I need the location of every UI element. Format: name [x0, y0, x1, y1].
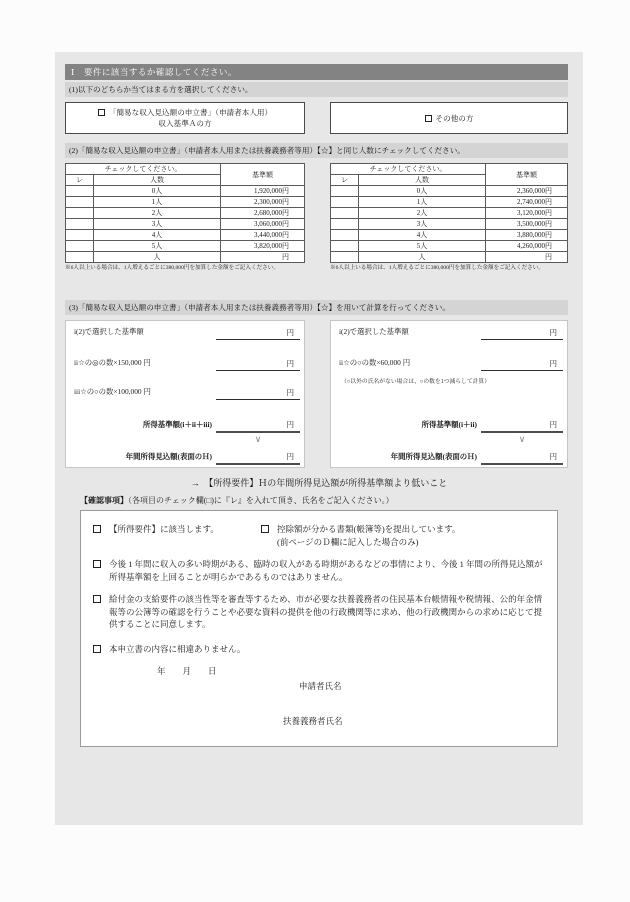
amount-cell: 3,060,000円	[221, 219, 305, 230]
annual-income-estimate-label: 年間所得見込額(表面のＨ)	[390, 452, 477, 461]
calc-box-applicant	[65, 320, 305, 468]
table-row	[66, 197, 305, 208]
amount-cell[interactable]: 円	[486, 252, 568, 263]
unit-label: 円	[549, 328, 557, 337]
amount-header: 基準額	[221, 164, 305, 186]
check-cell[interactable]	[66, 208, 94, 219]
amount-input-line[interactable]	[216, 420, 300, 433]
confirmation-item-consent	[93, 593, 543, 631]
amount-input-line[interactable]	[216, 452, 300, 465]
option-box-income-standard-a[interactable]	[65, 102, 305, 134]
table-row	[331, 230, 568, 241]
check-cell[interactable]	[66, 230, 94, 241]
income-standard-total-label: 所得基準額(i＋ii＋iii)	[143, 420, 212, 429]
less-than-symbol: ∨	[254, 434, 262, 444]
mark-header: レ	[66, 175, 94, 186]
checkbox-icon[interactable]	[93, 595, 101, 603]
check-cell[interactable]	[66, 219, 94, 230]
option-box-other[interactable]	[330, 102, 568, 134]
confirmation-title: 【確認事項】	[80, 496, 128, 505]
confirmation-item-accuracy-label: 本申立書の内容に相違ありません。	[109, 643, 246, 654]
calc-i-label: i(2)で選択した基準額	[74, 327, 144, 336]
calc-ii-label: ii☆の◎の数×150,000 円	[74, 358, 151, 367]
table-footnote: ※6人以上いる場合は、1人増えるごとに380,000円を加算した金額をご記入ください。	[65, 265, 279, 271]
checkbox-icon[interactable]	[98, 109, 105, 116]
instruction-q2: (2)「簡易な収入見込額の申立書」（申請者本人用または扶養義務者等用）【☆】と同じ人数にチェックしてください。	[65, 143, 568, 158]
mark-header: レ	[331, 175, 359, 186]
unit-label: 円	[286, 420, 294, 429]
count-cell: 3人	[359, 219, 486, 230]
checkbox-icon[interactable]	[425, 115, 432, 122]
confirmation-item-no-excess	[93, 558, 543, 583]
amount-cell: 3,120,000円	[486, 208, 568, 219]
table-row	[331, 208, 568, 219]
instruction-q3: (3)「簡易な収入見込額の申立書」（申請者本人用または扶養義務者等用）【☆】を用いて計算を行ってください。	[65, 300, 568, 315]
amount-cell[interactable]: 円	[221, 252, 305, 263]
check-cell[interactable]	[331, 230, 359, 241]
unit-label: 円	[549, 359, 557, 368]
count-header: 人数	[359, 175, 486, 186]
dependent-name-field[interactable]: 扶養義務者氏名	[283, 716, 343, 726]
confirmation-item-consent-label: 給付金の支給要件の該当性等を審査等するため、市が必要な扶養義務者の住民基本台帳情報や税情報、公的年金情報等の公簿等の確認を行うことや必要な資料の提供を他の行政機関等に求め、他の行政機関からの求めに応じて提供することに同意します。	[109, 594, 543, 629]
count-cell: 0人	[359, 186, 486, 197]
table-row	[66, 208, 305, 219]
checkbox-icon[interactable]	[93, 645, 101, 653]
option-a-label-line1: 「簡易な収入見込額の申立書」（申請者本人用）	[108, 108, 273, 117]
confirmation-box	[80, 510, 558, 747]
amount-input-line[interactable]	[216, 387, 300, 400]
section-1-header: Ⅰ 要件に該当するか確認してください。	[65, 64, 568, 80]
table-footnote: ※6人以上いる場合は、1人増えるごとに380,000円を加算した金額をご記入ください。	[330, 265, 544, 271]
amount-input-line[interactable]	[216, 327, 300, 340]
amount-cell: 3,820,000円	[221, 241, 305, 252]
annual-income-estimate-label: 年間所得見込額(表面のＨ)	[125, 452, 212, 461]
table-row	[66, 186, 305, 197]
amount-cell: 3,440,000円	[221, 230, 305, 241]
amount-header: 基準額	[486, 164, 568, 186]
unit-label: 円	[549, 452, 557, 461]
check-header: チェックしてください。	[331, 164, 486, 175]
standard-amount-table-left	[65, 163, 305, 272]
count-cell: 1人	[359, 197, 486, 208]
count-cell: 2人	[94, 208, 221, 219]
unit-label: 円	[549, 420, 557, 429]
check-cell[interactable]	[66, 186, 94, 197]
table-row	[66, 241, 305, 252]
table-row	[331, 197, 568, 208]
table-row	[66, 219, 305, 230]
count-cell: 4人	[359, 230, 486, 241]
amount-input-line[interactable]	[481, 358, 563, 371]
amount-cell: 2,680,000円	[221, 208, 305, 219]
count-cell[interactable]: 人	[94, 252, 221, 263]
check-cell[interactable]	[331, 186, 359, 197]
count-cell: 5人	[94, 241, 221, 252]
confirmation-heading	[80, 495, 394, 506]
check-header: チェックしてください。	[66, 164, 221, 175]
count-cell: 2人	[359, 208, 486, 219]
table-row	[331, 241, 568, 252]
amount-cell: 2,740,000円	[486, 197, 568, 208]
calc-iii-label: iii☆の○の数×100,000 円	[74, 387, 151, 396]
income-standard-total-label: 所得基準額(i＋ii)	[421, 420, 477, 429]
check-cell[interactable]	[66, 197, 94, 208]
confirmation-item-documents-note: (前ページのＤ欄に記入した場合のみ)	[277, 536, 419, 547]
amount-input-line[interactable]	[481, 327, 563, 340]
unit-label: 円	[286, 388, 294, 397]
amount-input-line[interactable]	[481, 452, 563, 465]
confirmation-item-income-label: 【所得要件】に該当します。	[109, 524, 219, 534]
check-cell[interactable]	[66, 252, 94, 263]
confirmation-item-documents-label: 控除額が分かる書類(帳簿等)を提出しています。	[277, 524, 461, 534]
count-header: 人数	[94, 175, 221, 186]
table-row	[331, 219, 568, 230]
table-row	[66, 252, 305, 263]
count-cell: 4人	[94, 230, 221, 241]
instruction-q1: (1)以下のどちらか当てはまる方を選択してください。	[65, 82, 568, 97]
calc-i-label: i(2)で選択した基準額	[339, 327, 409, 336]
table-row	[66, 230, 305, 241]
confirmation-item-accuracy	[93, 643, 543, 656]
calc-note: （○以外の氏名がない場合は、○の数を1つ減らして計算）	[341, 379, 491, 385]
income-requirement-note: → 【所得要件】Ｈの年間所得見込額が所得基準額より低いこと	[190, 478, 448, 488]
amount-cell: 2,360,000円	[486, 186, 568, 197]
confirmation-item-documents	[261, 523, 460, 548]
checkbox-icon[interactable]	[93, 525, 101, 533]
count-cell[interactable]: 人	[359, 252, 486, 263]
amount-cell: 2,300,000円	[221, 197, 305, 208]
amount-cell: 1,920,000円	[221, 186, 305, 197]
table-row	[331, 186, 568, 197]
count-cell: 0人	[94, 186, 221, 197]
check-cell[interactable]	[331, 197, 359, 208]
less-than-symbol: ∨	[518, 434, 526, 444]
amount-cell: 3,880,000円	[486, 230, 568, 241]
count-cell: 5人	[359, 241, 486, 252]
amount-input-line[interactable]	[216, 358, 300, 371]
date-field[interactable]: 年 月 日	[157, 666, 217, 676]
unit-label: 円	[286, 328, 294, 337]
standard-amount-table-right	[330, 163, 568, 272]
count-cell: 3人	[94, 219, 221, 230]
confirmation-item-no-excess-label: 今後 1 年間に収入の多い時期がある、臨時の収入がある時期があるなどの事情により、今後 1 年間の所得見込額が所得基準額を上回ることが明らかであるものではありません。	[109, 559, 543, 582]
amount-input-line[interactable]	[481, 420, 563, 433]
count-cell: 1人	[94, 197, 221, 208]
confirmation-subtitle: （各項目のチェック欄(□)に『レ』を入れて頂き、氏名をご記入ください。）	[128, 496, 394, 505]
check-cell[interactable]	[331, 241, 359, 252]
check-cell[interactable]	[331, 252, 359, 263]
option-b-label: その他の方	[435, 113, 474, 123]
check-cell[interactable]	[331, 208, 359, 219]
calc-ii-label: ii☆の○の数×60,000 円	[339, 358, 411, 367]
confirmation-item-income	[93, 523, 261, 548]
form-panel	[55, 52, 583, 825]
check-cell[interactable]	[331, 219, 359, 230]
unit-label: 円	[286, 359, 294, 368]
amount-cell: 4,260,000円	[486, 241, 568, 252]
check-cell[interactable]	[66, 241, 94, 252]
checkbox-icon[interactable]	[261, 525, 269, 533]
checkbox-icon[interactable]	[93, 560, 101, 568]
table-row	[331, 252, 568, 263]
option-a-label-line2: 収入基準Ａの方	[158, 119, 212, 128]
calc-box-dependent	[330, 320, 568, 468]
amount-cell: 3,500,000円	[486, 219, 568, 230]
unit-label: 円	[286, 452, 294, 461]
applicant-name-field[interactable]: 申請者氏名	[299, 680, 342, 691]
